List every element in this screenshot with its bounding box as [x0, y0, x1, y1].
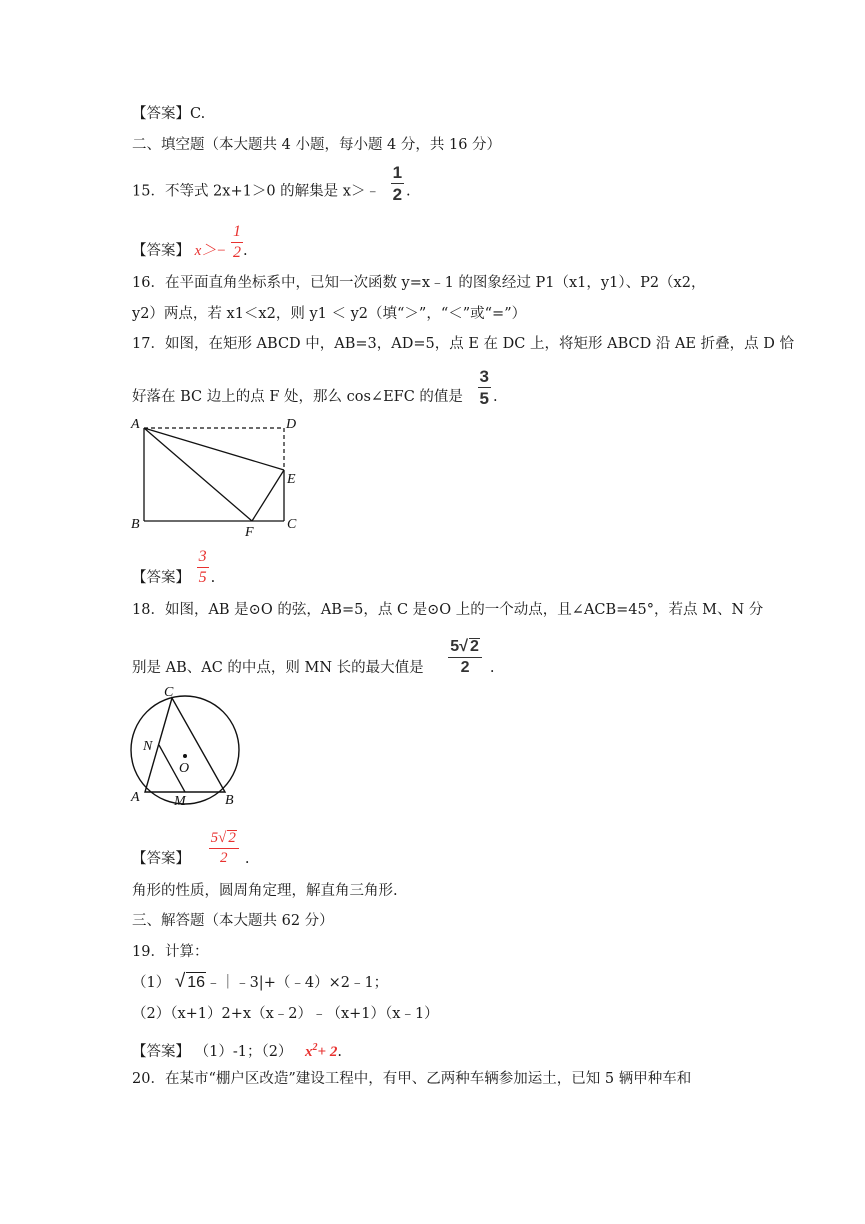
fig17-label-f: F [245, 525, 254, 540]
question-17-line1: 17．如图，在矩形 ABCD 中，AB=3，AD=5，点 E 在 DC 上，将矩形 ABCD 沿 AE 折叠，点 D 恰 [132, 336, 794, 352]
fig18-label-b: B [225, 793, 234, 808]
answer-18-note: 角形的性质，圆周角定理，解直角三角形. [132, 883, 398, 899]
q15-fraction-den: 2 [392, 185, 403, 204]
question-16-line1: 16．在平面直角坐标系中，已知一次函数 y=x﹣1 的图象经过 P1（x1，y1）、P2（x2， [132, 275, 706, 291]
section-heading-solve: 三、解答题（本大题共 62 分） [132, 913, 334, 929]
a19-expr-rest: + 2 [317, 1044, 338, 1060]
a15-end: . [243, 243, 248, 259]
q17-end: . [493, 389, 498, 405]
fig18-label-a: A [131, 790, 140, 805]
q18-fraction [448, 638, 482, 676]
a17-fraction-den: 5 [198, 568, 207, 586]
figure-rectangle-fold [128, 412, 303, 542]
a17-fraction [197, 549, 209, 586]
a17-end: . [210, 570, 216, 586]
question-19-part1 [132, 972, 388, 993]
fig17-label-b: B [131, 517, 140, 532]
q15-end: . [406, 183, 411, 200]
sqrt-icon: √ [174, 971, 186, 992]
fig18-label-o: O [179, 761, 190, 776]
figure-circle-chord [128, 684, 248, 812]
a18-fraction-num: 5√ 2 [210, 830, 236, 846]
fig18-label-n: N [143, 739, 153, 754]
fig18-label-c: C [164, 685, 174, 700]
a15-fraction-num: 1 [233, 222, 241, 240]
answer-line-14: 【答案】C. [132, 106, 206, 122]
fig17-label-a: A [131, 417, 140, 432]
question-15 [132, 163, 411, 204]
fig17-label-d: D [286, 417, 297, 432]
question-18-line2 [132, 638, 495, 678]
q19-1-label: （1） [132, 975, 171, 991]
a18-fraction-den: 2 [209, 848, 239, 866]
q18-fraction-num: 5√ 2 [450, 638, 479, 655]
fig17-label-c: C [287, 517, 297, 532]
q17-fraction [478, 368, 491, 407]
a15-prefix: x＞− [194, 243, 227, 259]
q18-radicand: 2 [469, 638, 479, 655]
q18-end: . [489, 660, 495, 676]
a18-radicand: 2 [228, 830, 236, 846]
answer-15 [132, 222, 248, 261]
question-19: 19．计算： [132, 944, 209, 960]
a17-fraction-num: 3 [198, 547, 207, 565]
question-16-line2: y2）两点，若 x1＜x2，则 y1 ＜ y2（填“＞”，“＜”或“=”） [132, 306, 527, 322]
a19-expr-base: x [305, 1044, 313, 1060]
a19-end: . [337, 1044, 342, 1060]
a19-text: （1）-1；（2） [194, 1044, 293, 1060]
question-20: 20．在某市“棚户区改造”建设工程中，有甲、乙两种车辆参加运土，已知 5 辆甲种车和 [132, 1071, 692, 1087]
q15-text: 15．不等式 2x+1＞0 的解集是 x＞﹣ [132, 183, 380, 200]
q15-fraction [391, 164, 404, 203]
q18-text: 别是 AB、AC 的中点，则 MN 长的最大值是 [132, 660, 424, 676]
q15-fraction-num: 1 [392, 163, 403, 182]
q19-1-radicand: 16 [187, 974, 206, 991]
question-18-line1: 18．如图，AB 是⊙O 的弦，AB=5，点 C 是⊙O 上的一个动点，且∠ACB=45°，若点 M、N 分 [132, 602, 764, 618]
a19-expr-sup: 2 [312, 1042, 318, 1053]
q17-fraction-den: 5 [479, 388, 489, 408]
q19-1-rest: ﹣｜﹣3|+（﹣4）×2﹣1； [206, 975, 389, 991]
answer-label: 【答案】 [132, 851, 190, 867]
a15-fraction-den: 2 [233, 243, 241, 261]
question-17-line2 [132, 366, 498, 408]
question-19-part2: （2）（x+1）2+x（x﹣2）﹣（x+1）（x﹣1） [132, 1006, 439, 1022]
a19-expression [305, 1044, 337, 1060]
answer-18 [132, 830, 250, 869]
answer-label: 【答案】 [132, 570, 190, 586]
answer-17 [132, 547, 216, 588]
answer-label: 【答案】 [132, 243, 190, 259]
a18-end: . [244, 851, 250, 867]
fig18-label-m: M [174, 794, 186, 809]
section-heading-fill-in: 二、填空题（本大题共 4 小题，每小题 4 分，共 16 分） [132, 137, 502, 153]
q18-fraction-den: 2 [448, 657, 482, 676]
q18-coef: 5 [450, 638, 460, 655]
answer-label: 【答案】 [132, 1044, 190, 1060]
a15-fraction [231, 224, 243, 261]
q17-fraction-num: 3 [479, 366, 489, 386]
answer-19 [132, 1038, 342, 1062]
fig17-label-e: E [287, 472, 296, 487]
a18-fraction [209, 830, 239, 866]
q17-text: 好落在 BC 边上的点 F 处，那么 cos∠EFC 的值是 [132, 389, 463, 405]
a18-coef: 5 [210, 830, 219, 846]
